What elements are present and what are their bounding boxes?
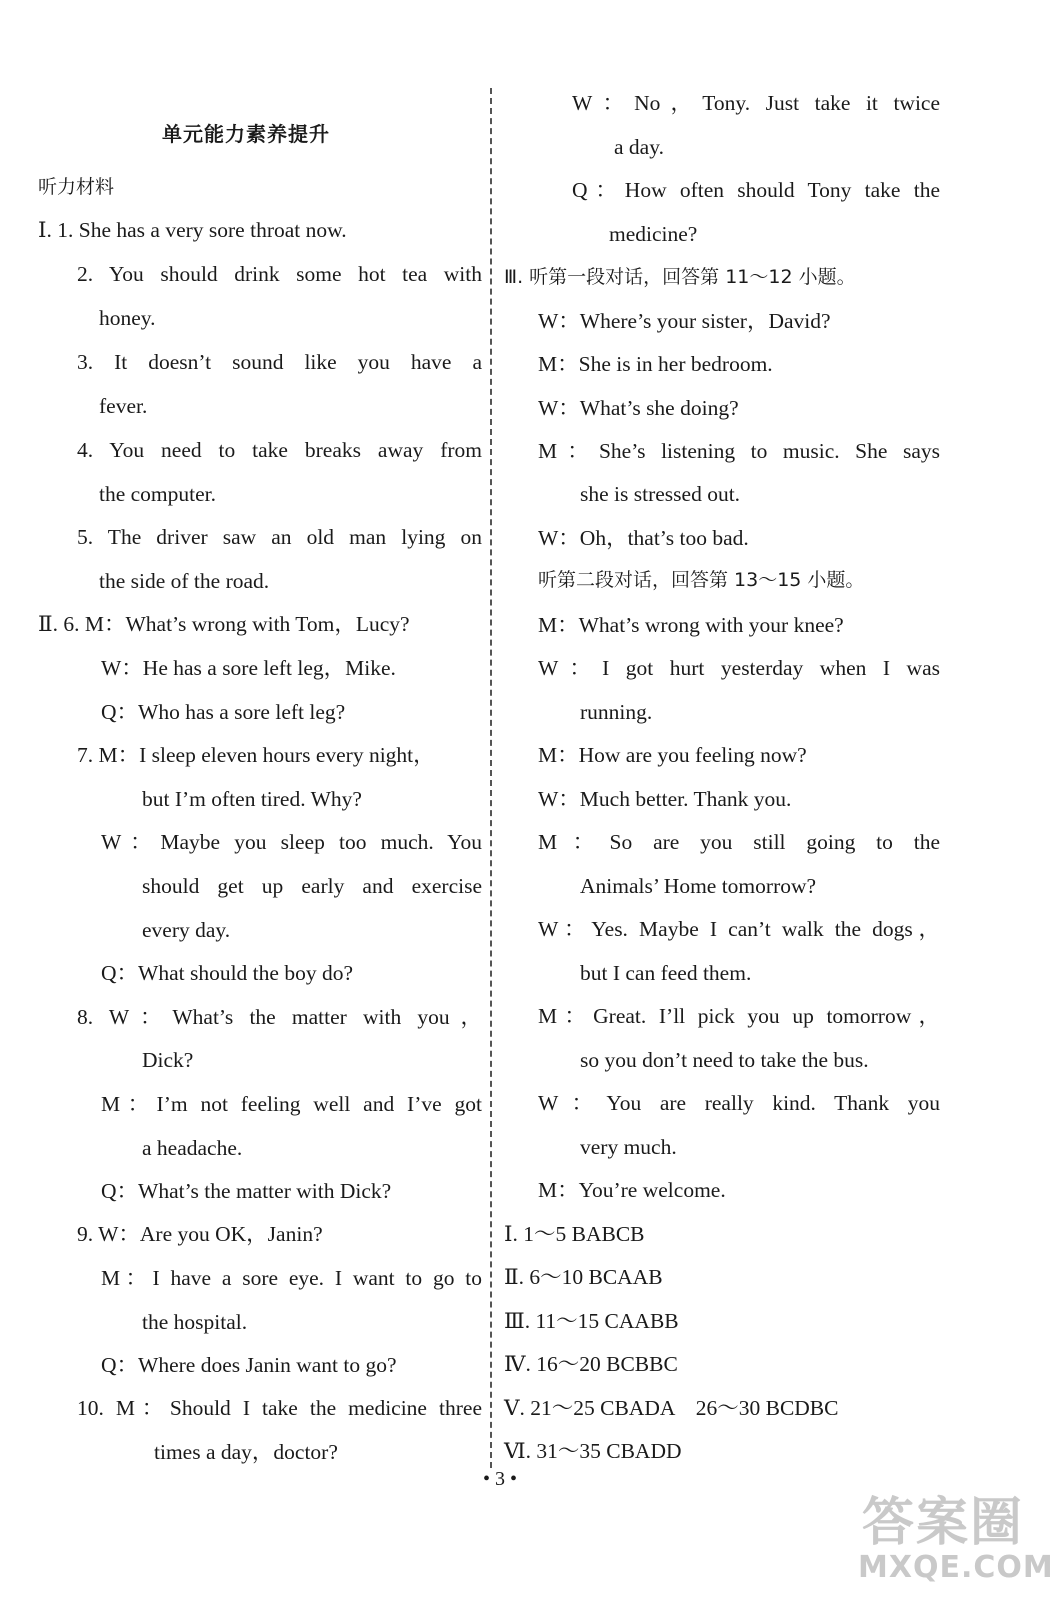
watermark-text-cn: 答案圈 bbox=[862, 1493, 1025, 1553]
text-line: 10. M：Should I take the medicine three bbox=[77, 1396, 482, 1420]
text-line: M：I have a sore eye. I want to go to bbox=[101, 1266, 482, 1290]
text-line: W：Oh，that’s too bad. bbox=[538, 526, 749, 550]
answer-line: Ⅵ. 31～35 CBADD bbox=[504, 1439, 682, 1463]
page-number: • 3 • bbox=[482, 1468, 517, 1490]
text-line: Q：Where does Janin want to go? bbox=[101, 1353, 397, 1377]
text-line: M：You’re welcome. bbox=[538, 1178, 726, 1202]
text-line: should get up early and exercise bbox=[142, 874, 482, 898]
text-line: every day. bbox=[142, 918, 231, 942]
text-line: 2. You should drink some hot tea with bbox=[77, 262, 482, 286]
text-line: so you don’t need to take the bus. bbox=[580, 1048, 869, 1072]
text-line: a day. bbox=[614, 135, 664, 159]
page-title: 单元能力素养提升 bbox=[162, 122, 330, 146]
text-line: running. bbox=[580, 700, 653, 724]
watermark-logo bbox=[850, 1480, 1054, 1595]
text-line: the hospital. bbox=[142, 1310, 248, 1334]
text-line: a headache. bbox=[142, 1136, 243, 1160]
text-line: but I’m often tired. Why? bbox=[142, 787, 362, 811]
text-line: Q：Who has a sore left leg? bbox=[101, 700, 346, 724]
text-line: Q：What should the boy do? bbox=[101, 961, 353, 985]
section-heading: 听力材料 bbox=[38, 176, 115, 198]
text-line: W：Yes. Maybe I can’t walk the dogs， bbox=[538, 917, 940, 941]
text-line: W：What’s she doing? bbox=[538, 396, 739, 420]
answer-line: Ⅲ. 11～15 CAABB bbox=[504, 1309, 679, 1333]
text-line: W：I got hurt yesterday when I was bbox=[538, 656, 940, 680]
text-line: honey. bbox=[99, 306, 156, 330]
text-line: the side of the road. bbox=[99, 569, 270, 593]
text-line: Ⅰ. 1. She has a very sore throat now. bbox=[38, 218, 347, 242]
text-line: Ⅲ. 听第一段对话，回答第 11～12 小题。 bbox=[504, 266, 856, 288]
text-line: the computer. bbox=[99, 482, 217, 506]
text-line: M：How are you feeling now? bbox=[538, 743, 807, 767]
text-line: M：I’m not feeling well and I’ve got bbox=[101, 1092, 482, 1116]
text-line: very much. bbox=[580, 1135, 677, 1159]
text-line: 7. M：I sleep eleven hours every night， bbox=[77, 743, 435, 767]
text-line: 9. W：Are you OK，Janin? bbox=[77, 1222, 323, 1246]
text-line: Q：What’s the matter with Dick? bbox=[101, 1179, 392, 1203]
text-line: W：Much better. Thank you. bbox=[538, 787, 792, 811]
text-line: 听第二段对话，回答第 13～15 小题。 bbox=[538, 569, 865, 591]
text-line: times a day，doctor? bbox=[154, 1440, 338, 1464]
text-line: fever. bbox=[99, 394, 148, 418]
text-line: but I can feed them. bbox=[580, 961, 752, 985]
text-line: Q：How often should Tony take the bbox=[572, 178, 940, 202]
text-line: M：What’s wrong with your knee? bbox=[538, 613, 844, 637]
watermark-text-en: MXQE.COM bbox=[858, 1550, 1054, 1585]
answer-line: Ⅱ. 6～10 BCAAB bbox=[504, 1265, 663, 1289]
text-line: W：You are really kind. Thank you bbox=[538, 1091, 940, 1115]
text-line: M：Great. I’ll pick you up tomorrow， bbox=[538, 1004, 940, 1028]
answer-line: Ⅴ. 21～25 CBADA 26～30 BCDBC bbox=[504, 1396, 839, 1420]
text-line: she is stressed out. bbox=[580, 482, 741, 506]
text-line: W：No，Tony. Just take it twice bbox=[572, 91, 940, 115]
text-line: M：She is in her bedroom. bbox=[538, 352, 773, 376]
answer-line: Ⅳ. 16～20 BCBBC bbox=[504, 1352, 678, 1376]
text-line: medicine? bbox=[609, 222, 698, 246]
text-line: W：Maybe you sleep too much. You bbox=[101, 830, 482, 854]
text-line: Ⅱ. 6. M：What’s wrong with Tom，Lucy? bbox=[38, 612, 410, 636]
column-divider bbox=[490, 88, 492, 1468]
answer-line: Ⅰ. 1～5 BABCB bbox=[504, 1222, 645, 1246]
text-line: Dick? bbox=[142, 1048, 194, 1072]
text-line: M：So are you still going to the bbox=[538, 830, 940, 854]
text-line: 4. You need to take breaks away from bbox=[77, 438, 482, 462]
text-line: W：He has a sore left leg，Mike. bbox=[101, 656, 396, 680]
text-line: Animals’ Home tomorrow? bbox=[580, 874, 817, 898]
text-line: W：Where’s your sister，David? bbox=[538, 309, 831, 333]
text-line: 5. The driver saw an old man lying on bbox=[77, 525, 482, 549]
text-line: 3. It doesn’t sound like you have a bbox=[77, 350, 482, 374]
text-line: 8. W：What’s the matter with you， bbox=[77, 1005, 482, 1029]
text-line: M：She’s listening to music. She says bbox=[538, 439, 940, 463]
